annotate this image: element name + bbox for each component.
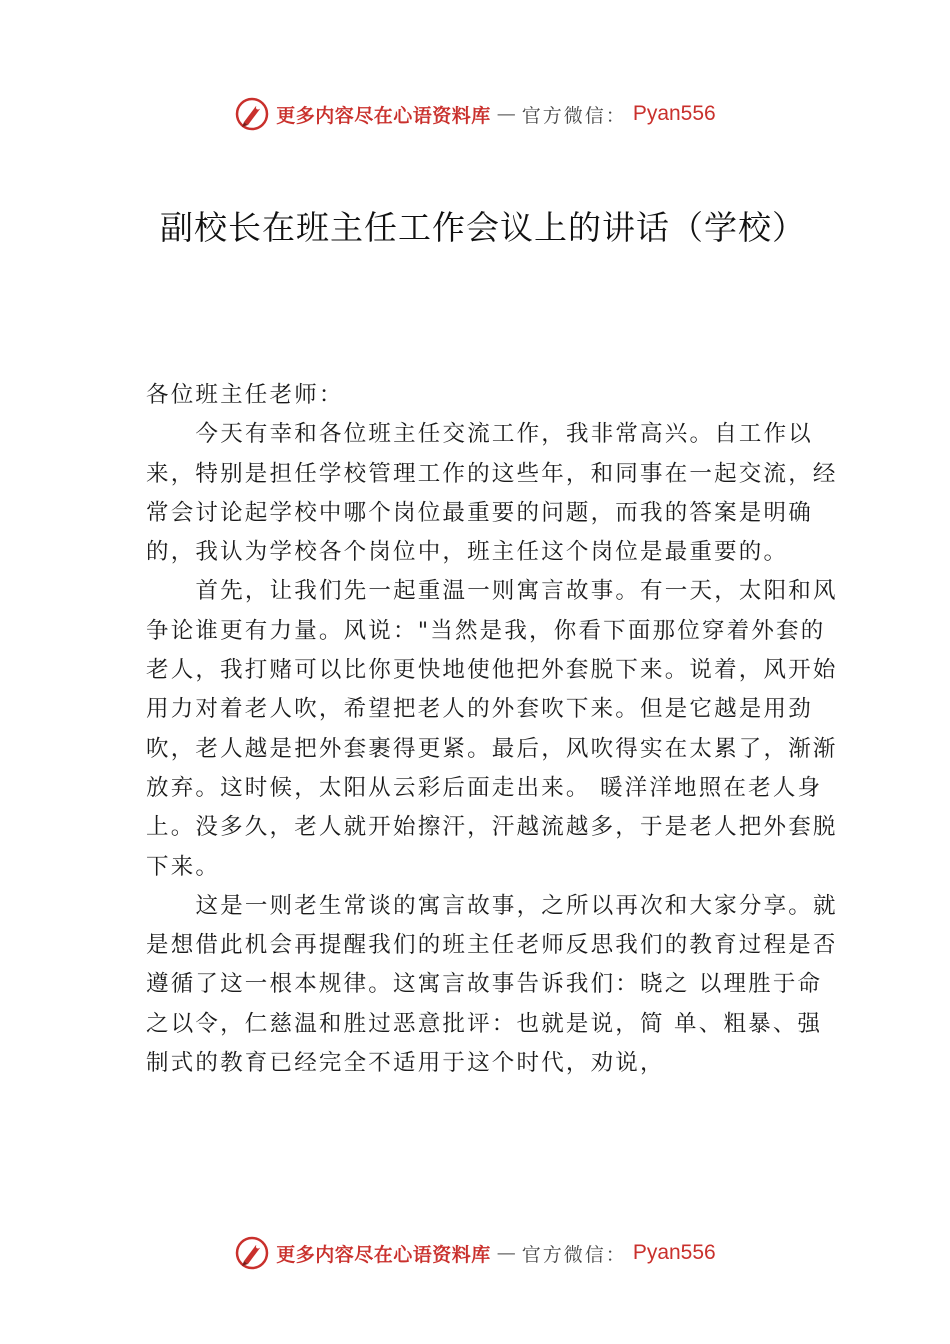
header-watermark [0, 92, 950, 136]
pen-logo-icon [234, 1235, 270, 1271]
watermark-separator: — [496, 103, 516, 125]
watermark-wechat-id: Pyan556 [632, 1241, 716, 1264]
footer-watermark [0, 1231, 950, 1275]
watermark-separator: — [496, 1242, 516, 1264]
watermark-text: 更多内容尽在心语资料库 [276, 1243, 491, 1266]
paragraph: 这是一则老生常谈的寓言故事，之所以再次和大家分享。就是想借此机会再提醒我们的班主任老师反思我们的教育过程是否遵循了这一根本规律。这寓言故事告诉我们：晓之 以理胜于命之以令，仁慈温和胜过恶意批评：也就是说，简 单、粗暴、强制式的教育已经完全不适用于这个时代，劝说， [146, 892, 838, 1077]
watermark-text: 更多内容尽在心语资料库 [276, 104, 491, 127]
watermark-label: 官方微信： [521, 104, 627, 127]
paragraph: 今天有幸和各位班主任交流工作，我非常高兴。自工作以来，特别是担任学校管理工作的这些年，和同事在一起交流，经常会讨论起学校中哪个岗位最重要的问题，而我的答案是明确的，我认为学校各个岗位中，班主任这个岗位是最重要的。 [146, 421, 838, 566]
watermark-wechat-id: Pyan556 [632, 102, 716, 125]
document-title: 副校长在班主任工作会议上的讲话（学校） [160, 208, 806, 247]
paragraph: 首先，让我们先一起重温一则寓言故事。有一天，太阳和风争论谁更有力量。风说："当然是我，你看下面那位穿着外套的老人，我打赌可以比你更快地使他把外套脱下来。说着，风开始用力对着老人吹，希望把老人的外套吹下来。但是它越是用劲吹，老人越是把外套裹得更紧。最后，风吹得实在太累了，渐渐放弃。这时候，太阳从云彩后面走出来。 暖洋洋地照在老人身上。没多久，老人就开始擦汗，汗越流越多，于是老人把外套脱下来。 [146, 578, 838, 880]
document-body [146, 376, 846, 1083]
pen-logo-icon [234, 96, 270, 132]
watermark-label: 官方微信： [521, 1243, 627, 1266]
salutation: 各位班主任老师： [146, 382, 344, 408]
